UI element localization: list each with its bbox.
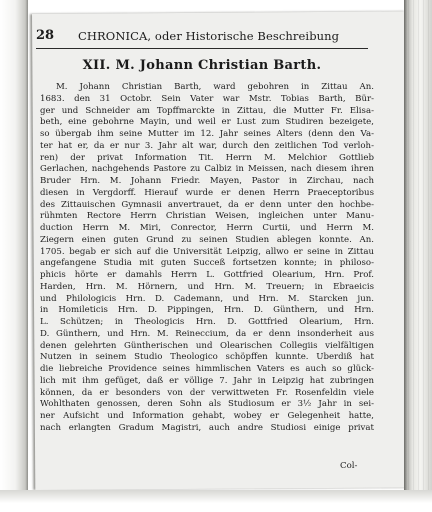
text-line: und Philologicis Hrn. D. Cademann, und Hrn. M. Starcken jun. [40, 293, 374, 304]
text-line: des Zittauischen Gymnasii anvertrauet, da er denn unter den hochbe- [40, 199, 374, 210]
text-line: denen gelehrten Güntherischen und Olearischen Collegiis vielfältigen [40, 340, 374, 351]
page-stack-lines [408, 0, 432, 512]
page-header [36, 26, 366, 46]
text-line: diesen in Vergdorff. Hierauf wurde er denen Herrn Praeceptoribus [40, 187, 374, 198]
text-line: nach erlangten Gradum Magistri, auch andre Studiosi einige privat [40, 422, 374, 433]
text-line: so übergab ihm seine Mutter im 12. Jahr seines Alters (denn den Va- [40, 129, 374, 139]
text-line: D. Günthern, und Hrn. M. Reineccium, da er denn insonderheit aus [40, 328, 374, 339]
text-line: Harden, Hrn. M. Hörnern, und Hrn. M. Treuern; in Ebraeicis [40, 281, 374, 292]
text-line: Bruder Hrn. M. Johann Friedr. Mayen, Pastor in Zirchau, nach [40, 176, 374, 186]
bottom-page-edge [0, 490, 432, 512]
text-line: Gerlachen, nachgehends Pastore zu Calbiz in Meissen, nach diesem ihren [40, 164, 374, 175]
text-line: lich mit ihm gefüget, daß er völlige 7. Jahr in Leipzig hat zubringen [40, 375, 374, 386]
text-line: in Homileticis Hrn. D. Pippingen, Hrn. D. Günthern, und Hrn. [40, 305, 374, 316]
chapter-title: XII. M. Johann Christian Barth. [82, 58, 322, 73]
text-line: rühmten Rectore Herrn Christian Weisen, ingleichen unter Manu- [40, 211, 374, 222]
body-text [40, 82, 374, 435]
left-page-edge [0, 0, 28, 512]
text-line: können, da er besonders von der verwittweten Fr. Rosenfeldin viele [40, 387, 374, 398]
text-line: angefangene Studia mit guten Succeß fortsetzen konnte; in philoso- [40, 258, 374, 269]
text-line: M. Johann Christian Barth, ward gebohren in Zittau An. [56, 82, 374, 92]
text-line: 1705. begab er sich auf die Universität Leipzig, allwo er seine in Zittau [40, 246, 374, 257]
header-rule [36, 48, 368, 49]
text-line: L. Schützen; in Theologicis Hrn. D. Gottfried Olearium, Hrn. [40, 317, 374, 327]
page-number: 28 [36, 28, 55, 43]
text-line: Ziegern einen guten Grund zu seinen Studien ablegen konnte. An. [40, 234, 374, 245]
text-line: Nutzen in seinem Studio Theologico schöpffen kunnte. Überdiß hat [40, 352, 374, 363]
text-line: beth, eine gebohrne Mayin, und weil er Lust zum Studiren bezeigete, [40, 117, 374, 128]
text-line: phicis hörte er damahls Herrn L. Gottfried Olearium, Hrn. Prof. [40, 270, 374, 280]
text-line: die liebreiche Providence seines himmlischen Vaters es auch so glück- [40, 364, 374, 374]
text-line: ter hat er, da er nur 3. Jahr alt war, durch den zeitlichen Tod verloh- [40, 140, 374, 151]
catchword: Col- [340, 461, 358, 471]
text-line: 1683. den 31 Octobr. Sein Vater war Mstr. Tobias Barth, Bür- [40, 93, 374, 104]
text-line: Wohlthaten genossen, deren Sohn als Studiosum er 3½ Jahr in sei- [40, 399, 374, 410]
text-line: duction Herrn M. Miri, Conrector, Herrn Curtii, und Herrn M. [40, 223, 374, 233]
text-line: ren) der privat Information Tit. Herrn M. Melchior Gottlieb [40, 152, 374, 163]
text-line: ger und Schneider am Topffmarckte in Zittau, die Mutter Fr. Elisa- [40, 105, 374, 116]
running-head: CHRONICA, oder Historische Beschreibung [78, 29, 340, 43]
text-line: ner Aufsicht und Information gehabt, wobey er Gelegenheit hatte, [40, 411, 374, 421]
